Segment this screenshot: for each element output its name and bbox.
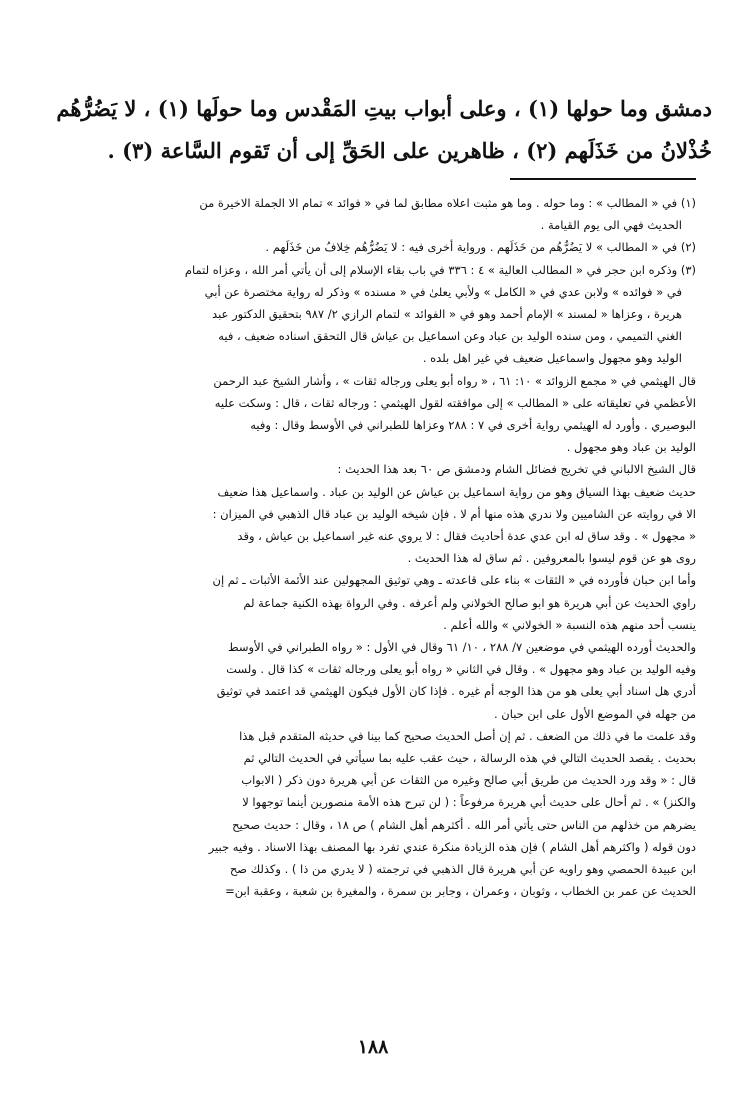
footnote-line: الغني التميمي ، ومن سنده الوليد بن عباد وعن اسماعيل بن عياش قال التحقق اسناده ضعيف ، فيه: [218, 329, 682, 344]
footnote-line: (٢) في « المطالب » لا يَضُرُّهُم من خَذَلَهم . ورواية أخرى فيه : لا يَضُرُّهُم خِلافُ من خَذَلَهم .: [265, 240, 696, 255]
footnote-line: « مجهول » . وقد ساق له ابن عدي عدة أحاديث فقال : لا يروي عنه غير اسماعيل بن عياش ، وقد: [237, 529, 696, 544]
footnote-line: قال الشيخ الالباني في تخريج فضائل الشام ودمشق ص ٦٠ بعد هذا الحديث :: [337, 462, 696, 477]
footnote-line: الحديث فهي الى يوم القيامة .: [540, 218, 682, 233]
page-number: ١٨٨: [357, 1036, 389, 1058]
footnote-line: راوي الحديث عن أبي هريرة هو ابو صالح الخولاني ولم أعرفه . وفي الرواة بهذه الكنية جماعة لم: [243, 595, 696, 610]
footnote-line: (٣) وذكره ابن حجر في « المطالب العالية » ٤ : ٣٣٦ في باب بقاء الإسلام إلى أن يأتي أمر الله ، وعزاه لتمام: [184, 262, 696, 277]
footnote-line: الوليد وهو مجهول واسماعيل ضعيف في غير اهل بلده .: [422, 351, 682, 366]
footnote-line: الا في روايته عن الشاميين ولا ندري هذه منها أم لا . فإن شيخه الوليد بن عباد قال الذهبي في الميزان :: [212, 506, 696, 521]
footnote-line: حديث ضعيف بهذا السياق وهو من رواية اسماعيل بن عياش عن الوليد بن عباد . واسماعيل هذا ضعيف: [217, 484, 696, 499]
main-text-line: دمشق وما حولها (١) ، وعلى أبواب بيتِ المَقْدس وما حولَها (١) ، لا يَضُرُّهُم: [56, 96, 712, 121]
footnote-line: البوصيري . وأورد له الهيثمي رواية أخرى في ٧ : ٢٨٨ وعزاها للطبراني في الأوسط وقال : وفيه: [250, 418, 696, 433]
footnote-line: يضرهم من خذلهم من الناس حتى يأتي أمر الله . أكثرهم أهل الشام ) ص ١٨ ، وقال : حديث صحيح: [232, 817, 696, 832]
footnote-line: الوليد بن عباد وهو مجهول .: [566, 440, 696, 455]
footnote-line: قال : « وقد ورد الحديث من طريق أبي صالح وغيره من الثقات عن أبي هريرة دون ذكر ( الابواب: [241, 773, 696, 788]
footnote-line: والكنز) » . ثم أحال على حديث أبي هريرة مرفوعاً : ( لن تبرح هذه الأمة منصورين أينما توجهوا لا: [242, 795, 696, 810]
footnote-line: وأما ابن حبان فأورده في « الثقات » بناء على قاعدته ـ وهي توثيق المجهولين عند الأئمة الأثبات ـ ثم إن: [212, 573, 696, 588]
footnote-line: هريرة ، وعزاها « لمسند » الإمام أحمد وهو في « الفوائد » لتمام الرازي ٢/ ٩٨٧ بتحقيق الدكتور عبد: [212, 307, 682, 322]
footnote-separator: [510, 178, 696, 180]
main-text: [36, 88, 712, 172]
footnote-line: أدري هل اسناد أبي يعلى هو من هذا الوجه أم غيره . فإذا كان الأول فيكون الهيثمي قد اعتمد في توثيق: [216, 684, 696, 699]
footnotes: [45, 192, 696, 903]
footnote-line: بحديث . يقصد الحديث التالي في هذه الرسالة ، حيث عقب عليه بما سيأتي في الحديث التالي ثم: [243, 751, 696, 766]
footnote-line: ابن عبيدة الحمصي وهو راويه عن أبي هريرة قال الذهبي في ترجمته ( لا يدري من ذا ) . وكذلك صح: [229, 862, 696, 877]
footnote-line: وقد علمت ما في ذلك من الضعف . ثم إن أصل الحديث صحيح كما بينا في حديثه المتقدم قبل هذا: [239, 728, 696, 743]
footnote-line: والحديث أورده الهيثمي في موضعين ٧/ ٢٨٨ ، ١٠/ ٦١ وقال في الأول : « رواه الطبراني في الأوسط: [227, 640, 696, 655]
footnote-line: (١) في « المطالب » : وما حوله . وما هو مثبت اعلاه مطابق لما في « فوائد » تمام الا الجملة الاخيرة من: [199, 196, 696, 210]
footnote-line: الحديث عن عمر بن الخطاب ، وثوبان ، وعمران ، وجابر بن سمرة ، والمغيرة بن شعبة ، وعقبة ابن=: [225, 884, 696, 899]
footnote-line: ينسب أحد منهم هذه النسبة « الخولاني » والله أعلم .: [443, 617, 696, 632]
footnote-line: دون قوله ( واكثرهم أهل الشام ) فإن هذه الزيادة منكرة عندي تفرد بها المصنف بهذا الاسناد . وفيه جبير: [208, 839, 696, 854]
footnote-line: وفيه الوليد بن عباد وهو مجهول » . وقال في الثاني « رواه أبو يعلى ورجاله ثقات » كذا قال . ولست: [226, 662, 696, 677]
footnote-line: روى هو عن قوم ليسوا بالمعروفين . ثم ساق له هذا الحديث .: [407, 551, 696, 566]
footnote-line: الأعظمي في تعليقاته على « المطالب » إلى موافقته لقول الهيثمي : ورجاله ثقات ، قال : وسكت عليه: [214, 395, 696, 410]
footnote-line: قال الهيثمي في « مجمع الزوائد » ١٠: ٦١ ، « رواه أبو يعلى ورجاله ثقات » ، وأشار الشيخ عبد الرحمن: [213, 373, 696, 388]
footnote-line: من جهله في الموضع الأول على ابن حبان .: [493, 706, 696, 721]
footnote-line: في « فوائده » ولابن عدي في « الكامل » ولأبي يعلىٰ في « مسنده » وذكر له رواية مختصرة عن أبي: [204, 284, 682, 299]
main-text-line: خُذْلانُ من خَذَلَهم (٢) ، ظاهرين على الحَقِّ إلى أن تَقوم السَّاعة (٣) .: [107, 138, 712, 163]
